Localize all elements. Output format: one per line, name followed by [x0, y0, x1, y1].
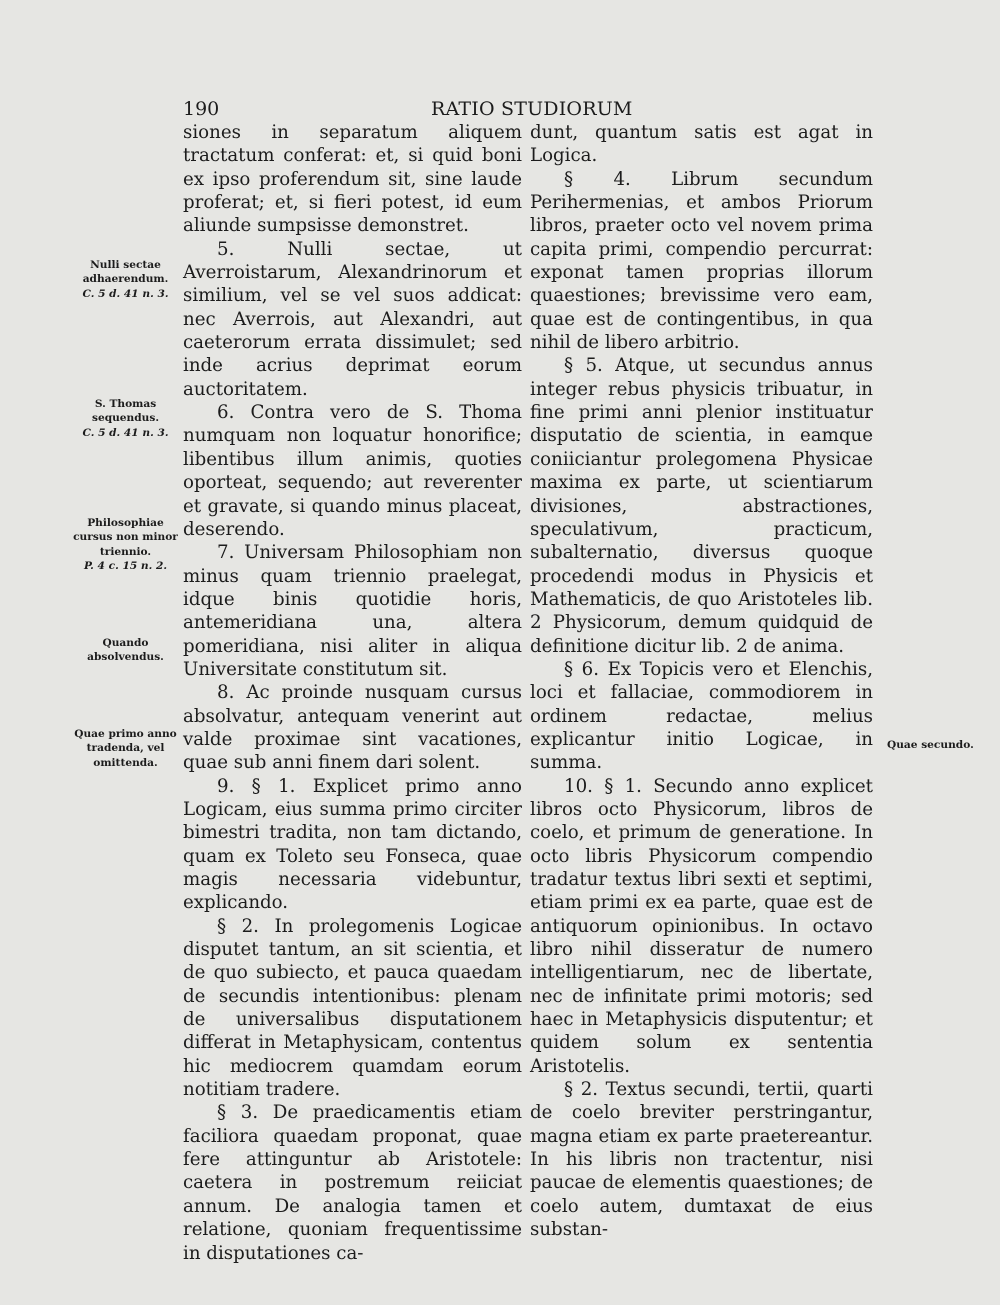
margin-note-quae-primo	[73, 727, 178, 770]
margin-note-philosophiae-cursus	[73, 516, 178, 573]
margin-note-label: S. Thomas sequendus.	[91, 398, 160, 425]
paragraph: § 4. Librum secundum Perihermenias, et ambos Priorum libros, praeter octo vel novem prima capita primi, compendio percurrat: exponat tamen proprias illorum quaestiones; brevissime vero eam, quae est de contingentibus, in qua nihil de libero arbitrio.	[530, 168, 873, 354]
margin-note-label: Quae primo anno tradenda, vel omittenda.	[74, 728, 177, 769]
margin-note-label: Quae secundo.	[887, 739, 974, 751]
paragraph: dunt, quantum satis est agat in Logica.	[530, 122, 873, 167]
paragraph: 5. Nulli sectae, ut Averroistarum, Alexandrinorum et similium, vel se vel suos addicat: nec Averrois, aut Alexandri, aut caeterorum errata dissimulet; sed inde acrius deprimat eorum auctoritatem.	[183, 238, 522, 400]
margin-note-s-thomas	[73, 397, 178, 440]
paragraph: siones in separatum aliquem tractatum conferat: et, si quid boni ex ipso proferendum sit, sine laude proferat; et, si fieri potest, id eum aliunde sumpsisse demonstret.	[183, 122, 522, 237]
paragraph: § 2. In prolegomenis Logicae disputet tantum, an sit scientia, et de quo subiecto, et pauca quaedam de secundis intentionibus: plenam de universalibus disputationem differat in Metaphysicam, contentus hic mediocrem quamdam eorum notitiam tradere.	[183, 915, 522, 1101]
margin-note-reference: C. 5 d. 41 n. 3.	[82, 426, 169, 439]
running-title: RATIO STUDIORUM	[431, 98, 633, 120]
left-column	[183, 121, 522, 1265]
right-column	[530, 121, 873, 1242]
paragraph: 7. Universam Philosophiam non minus quam triennio praelegat, idque binis quotidie horis, antemeridiana una, altera pomeridiana, nisi aliter in aliqua Universitate constitutum sit.	[183, 542, 522, 680]
paragraph: § 2. Textus secundi, tertii, quarti de coelo breviter perstringantur, magna etiam ex parte praetereantur. In his libris non tractentur, nisi paucae de elementis quaestiones; de coelo autem, dumtaxat de eius substan-	[530, 1079, 873, 1241]
page-number: 190	[183, 98, 220, 120]
margin-note-label: Quando absolvendus.	[87, 637, 164, 664]
paragraph: § 3. De praedicamentis etiam faciliora quaedam proponat, quae fere attinguntur ab Aristotele: caetera in postremum reiiciat annum. De analogia tamen et relatione, quoniam frequentissime in disputationes ca-	[183, 1102, 522, 1264]
margin-note-quae-secundo	[887, 738, 987, 752]
margin-note-label: Nulli sectae adhaerendum.	[82, 259, 169, 286]
margin-note-quando-absolvendus	[73, 636, 178, 665]
margin-note-reference: P. 4 c. 15 n. 2.	[83, 559, 168, 572]
paragraph: 10. § 1. Secundo anno explicet libros octo Physicorum, libros de coelo, et primum de generatione. In octo libris Physicorum compendio tradatur textus libri sexti et septimi, etiam primi ex ea parte, quae est de antiquorum opinionibus. In octavo libro nihil disseratur de numero intelligentiarum, nec de libertate, nec de infinitate primi motoris; sed haec in Metaphysicis disputentur; et quidem solum ex sententia Aristotelis.	[530, 775, 873, 1077]
paragraph: 8. Ac proinde nusquam cursus absolvatur, antequam venerint aut valde proximae sint vacationes, quae sub anni finem dari solent.	[183, 682, 522, 774]
paragraph: 6. Contra vero de S. Thoma numquam non loquatur honorifice; libentibus illum animis, quoties oporteat, sequendo; aut reverenter et gravate, si quando minus placeat, deserendo.	[183, 402, 522, 540]
paragraph: § 6. Ex Topicis vero et Elenchis, loci et fallaciae, commodiorem in ordinem redactae, melius explicantur initio Logicae, in summa.	[530, 658, 873, 774]
paragraph: § 5. Atque, ut secundus annus integer rebus physicis tribuatur, in fine primi anni plenior instituatur disputatio de scientia, in eamque coniiciantur prolegomena Physicae maxima ex parte, ut scientiarum divisiones, abstractiones, speculativum, practicum, subalternatio, diversus quoque procedendi modus in Physicis et Mathematicis, de quo Aristoteles lib. 2 Physicorum, demum quidquid de definitione dicitur lib. 2 de anima.	[530, 355, 873, 657]
margin-note-reference: C. 5 d. 41 n. 3.	[82, 287, 169, 300]
paragraph: 9. § 1. Explicet primo anno Logicam, eius summa primo circiter bimestri tradita, non tam dictando, quam ex Toleto seu Fonseca, quae magis necessaria videbuntur, explicando.	[183, 775, 522, 914]
margin-note-label: Philosophiae cursus non minor triennio.	[73, 517, 178, 558]
margin-note-nulli-sectae	[73, 258, 178, 301]
